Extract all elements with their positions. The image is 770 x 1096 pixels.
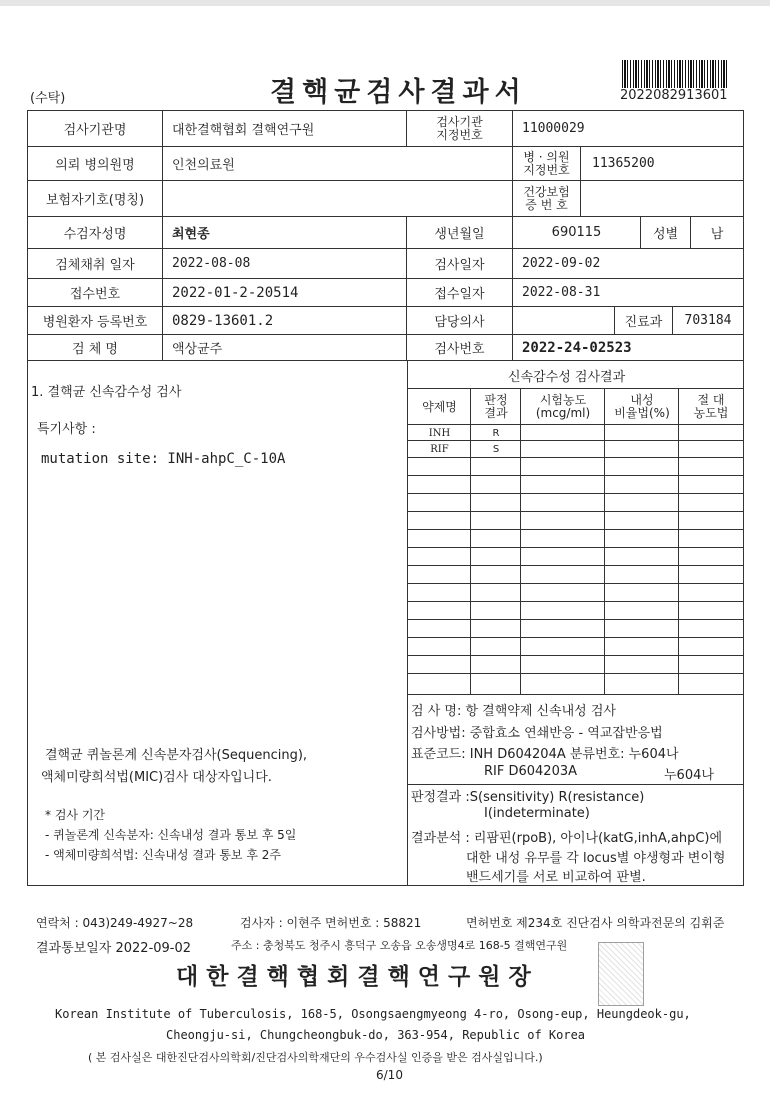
method-code-2: RIF D604203A <box>484 764 578 779</box>
drug-name: INH <box>428 427 451 439</box>
judge-line-1: 판정결과 :S(sensitivity) R(resistance) <box>411 790 645 805</box>
method-code-2-class: 누604나 <box>664 768 714 783</box>
remarks-label: 특기사항 : <box>37 422 96 437</box>
receipt-date: 2022-08-31 <box>522 285 601 300</box>
section-title: 1. 결핵균 신속감수성 검사 <box>31 385 182 400</box>
doctor <box>522 307 612 334</box>
analysis-line-1: 결과분석 : 리팜핀(rpoB), 아이나(katG,inhA,ahpC)에 <box>411 831 723 846</box>
sex-label: 성별 <box>652 227 679 242</box>
clinic-code: 11365200 <box>592 156 655 171</box>
dob: 690115 <box>551 225 602 240</box>
req-hosp: 인천의료원 <box>172 158 235 173</box>
method-desc: 검사방법: 중합효소 연쇄반응 - 역교잡반응법 <box>411 726 663 741</box>
dob-label: 생년월일 <box>434 227 485 242</box>
judge-line-2: I(indeterminate) <box>484 806 590 821</box>
header-resistance-ratio: 내성 비율법(%) <box>614 393 670 420</box>
req-hosp-label: 의뢰 병의원명 <box>55 158 135 173</box>
barcode-image <box>622 60 728 88</box>
test-date: 2022-09-02 <box>522 256 601 271</box>
collect-date: 2022-08-08 <box>172 256 251 271</box>
certification-note: ( 본 검사실은 대한진단검사의학회/진단검사의학재단의 우수검사실 인증을 받은 검사실입니다.) <box>88 1051 543 1064</box>
inst-code: 11000029 <box>522 121 585 136</box>
test-date-label: 검사일자 <box>434 258 485 273</box>
english-address-1: Korean Institute of Tuberculosis, 168-5, Osongsaengmyeong 4-ro, Osong-eup, Heungdeok-gu, <box>55 1007 691 1021</box>
english-address-2: Cheongju-si, Chungcheongbuk-do, 363-954, Republic of Korea <box>166 1028 586 1042</box>
patient-name: 최현종 <box>172 227 210 242</box>
inst-name-label: 검사기관명 <box>63 123 127 138</box>
dept: 703184 <box>684 313 732 328</box>
inst-name: 대한결핵협회 결핵연구원 <box>172 123 315 138</box>
drug-name: RIF <box>430 444 449 455</box>
accession-number: 2022-01-2-20514 <box>172 284 299 301</box>
collect-label: 검체채취 일자 <box>55 258 135 273</box>
header-judgement: 판정 결과 <box>484 393 508 420</box>
barcode-number: 2022082913601 <box>620 88 728 103</box>
address: 주소 : 충청북도 청주시 흥덕구 오송읍 오송생명4로 168-5 결핵연구원 <box>231 939 568 952</box>
page-title: 결핵균검사결과서 <box>270 77 527 108</box>
period-title: * 검사 기간 <box>45 808 105 822</box>
patient-reg-number: 0829-13601.2 <box>172 312 274 329</box>
header-absolute: 절 대 농도법 <box>693 393 729 420</box>
examiner: 검사자 : 이현주 면허번호 : 58821 <box>240 916 422 930</box>
test-number: 2022-24-02523 <box>522 339 632 356</box>
receipt-date-label: 접수일자 <box>434 287 485 302</box>
analysis-line-2: 대한 내성 유무를 각 locus별 야생형과 변이형 <box>466 851 726 866</box>
org-name: 대 한 결 핵 협 회 결 핵 연 구 원 장 <box>176 963 531 990</box>
official-seal-image <box>598 942 644 1006</box>
method-name: 검 사 명: 항 결핵약제 신속내성 검사 <box>411 704 616 719</box>
analysis-line-3: 밴드세기를 서로 비교하여 판별. <box>466 870 646 885</box>
header-concentration: 시험농도 (mcg/ml) <box>535 393 591 420</box>
page-number: 6/10 <box>376 1068 403 1082</box>
top-bar <box>0 0 770 6</box>
mutation-site: mutation site: INH-ahpC_C-10A <box>41 451 286 467</box>
contact: 연락처 : 043)249-4927~28 <box>36 916 194 930</box>
drug-result: R <box>492 427 500 439</box>
results-title: 신속감수성 검사결과 <box>508 370 626 385</box>
method-code-1: 표준코드: INH D604204A 분류번호: 누604나 <box>411 747 679 762</box>
clinic-code-label: 병 · 의원 지정번호 <box>523 149 570 177</box>
insurer-label: 보험자기호(명칭) <box>45 193 145 208</box>
doctor-label: 담당의사 <box>434 315 485 330</box>
note-line-1: 결핵균 퀴놀론계 신속분자검사(Sequencing), <box>45 748 308 763</box>
dept-label: 진료과 <box>624 315 663 330</box>
patient-reg-label: 병원환자 등록번호 <box>42 315 148 330</box>
period-line-1: - 퀴놀론계 신속분자: 신속내성 결과 통보 후 5일 <box>45 828 297 842</box>
insurance-no-label: 건강보험 증 번 호 <box>523 184 570 212</box>
patient-label: 수검자성명 <box>63 227 127 242</box>
sex: 남 <box>710 227 724 242</box>
insurance-no <box>592 181 732 216</box>
inst-code-label: 검사기관 지정번호 <box>436 114 483 142</box>
receipt-label: (수탁) <box>30 91 66 106</box>
header-drug: 약제명 <box>422 399 457 414</box>
license: 면허번호 제234호 진단검사 의학과전문의 김휘준 <box>466 916 725 930</box>
notify-date: 결과통보일자 2022-09-02 <box>36 941 192 956</box>
period-line-2: - 액체미량희석법: 신속내성 결과 통보 후 2주 <box>45 848 281 862</box>
accession-label: 접수번호 <box>69 287 121 302</box>
drug-result: S <box>492 444 500 455</box>
test-no-label: 검사번호 <box>434 342 485 357</box>
note-line-2: 액체미량희석법(MIC)검사 대상자입니다. <box>41 770 272 785</box>
specimen: 액상균주 <box>172 342 223 357</box>
specimen-label: 검 체 명 <box>72 342 118 357</box>
insurer <box>172 181 502 216</box>
